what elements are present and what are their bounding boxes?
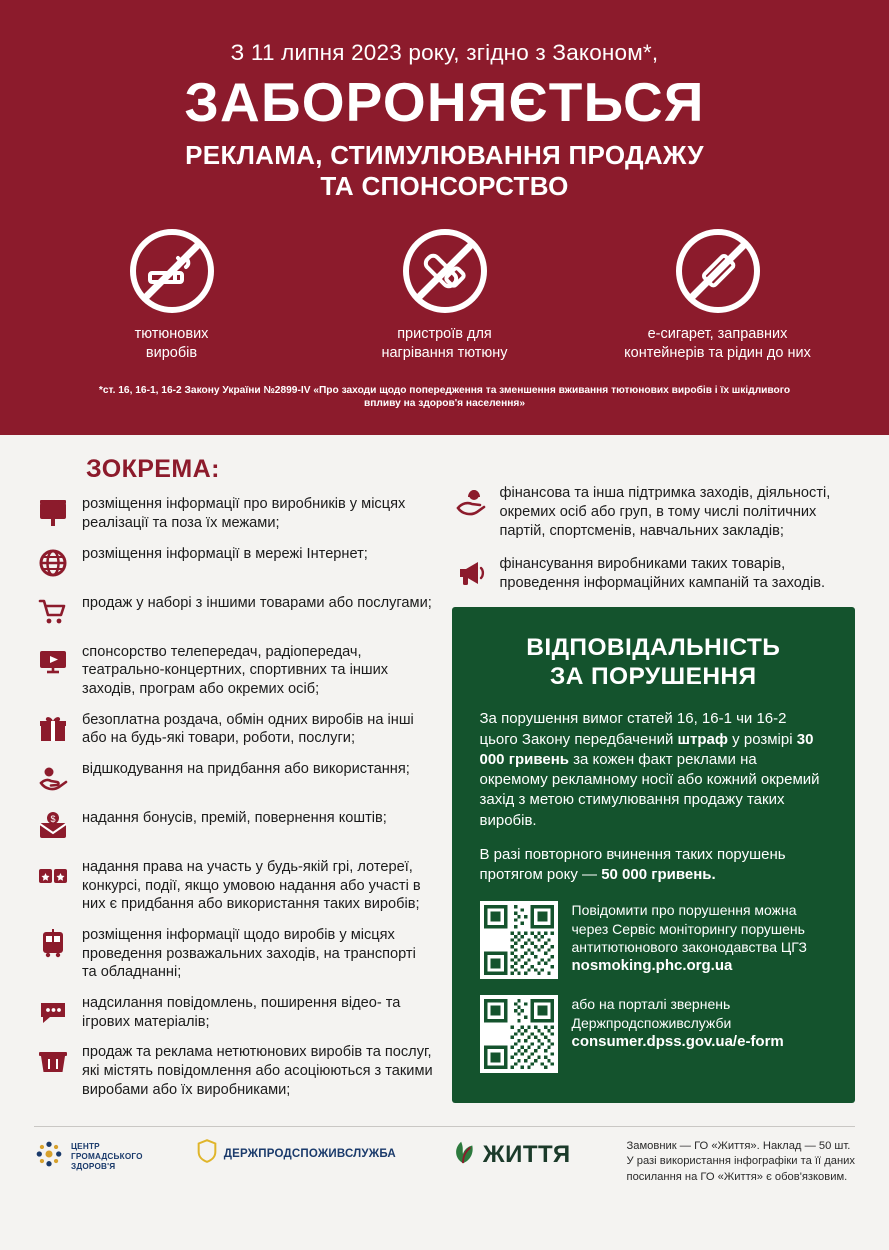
svg-text:$: $ [50, 813, 56, 824]
list-item-label: продаж та реклама нетютюнових виробів та послуг, які містять повідомлення або асоціюються з такими виробами або їх виробниками; [82, 1044, 433, 1098]
list-item-label: фінансування виробниками таких товарів, проведення інформаційних кампаній та заходів. [499, 556, 826, 591]
list-item [34, 710, 434, 748]
hero-lead-text: З 11 липня 2023 року, згідно з Законом*, [230, 40, 659, 65]
shopping-cart-icon [34, 593, 72, 631]
list-item [34, 642, 434, 699]
main-content [0, 435, 889, 1110]
tram-icon [34, 925, 72, 963]
chat-bubble-icon [34, 993, 72, 1031]
qr-block-nosmoking [480, 901, 828, 979]
no-heated-tobacco-device-icon [401, 227, 489, 315]
list-item-label: безоплатна роздача, обмін одних виробів на інші або на будь-які товари, роботи, послуги; [82, 711, 414, 747]
list-item [34, 857, 434, 914]
list-item-label: надання права на участь у будь-якій грі, лотереї, конкурсі, події, якщо умовою надання або участі в них є придбання або використання таких виробів; [82, 858, 421, 913]
megaphone-icon [452, 554, 490, 592]
list-item [34, 494, 434, 532]
fine-text-a: За порушення вимог статей 16, 16-1 чи 16-2 цього Закону передбачений [479, 710, 787, 748]
responsibility-paragraph-2 [480, 845, 828, 886]
list-item-label: надання бонусів, премій, повернення коштів; [82, 809, 387, 826]
prohibited-list-right [452, 483, 856, 592]
list-item-label: розміщення інформації про виробників у місцях реалізації та поза їх межами; [82, 496, 406, 531]
right-column [452, 449, 856, 1110]
hand-money-icon [34, 759, 72, 797]
qr-code-icon[interactable] [480, 901, 558, 979]
fine-amount-first: 30 000 гривень [479, 730, 814, 768]
page-title: ЗАБОРОНЯЄТЬСЯ [184, 71, 705, 133]
phc-line3: ЗДОРОВ'Я [71, 1161, 116, 1171]
consumer-link[interactable]: consumer.dpss.gov.ua/e-form [571, 1032, 784, 1050]
dpss-label: ДЕРЖПРОДСПОЖИВСЛУЖБА [223, 1147, 396, 1160]
billboard-icon [34, 494, 72, 532]
ban-item-ecigarettes [610, 227, 825, 361]
phc-logo-text [71, 1142, 143, 1172]
phc-line2: ГРОМАДСЬКОГО [71, 1151, 143, 1161]
fine-amount-repeat: 50 000 гривень. [601, 866, 716, 884]
logo-dpss [197, 1139, 396, 1168]
repeat-text: В разі повторного вчинення таких порушень протягом року — [479, 845, 786, 884]
leaf-icon [450, 1139, 476, 1170]
no-ecigarette-icon [674, 227, 762, 315]
responsibility-paragraph-1 [480, 709, 828, 831]
section-title: ЗОКРЕМА: [86, 455, 220, 484]
list-item [452, 554, 856, 592]
qr-caption-nosmoking [572, 901, 828, 975]
imprint [627, 1139, 855, 1184]
list-item [34, 925, 434, 982]
zhyttia-label: ЖИТТЯ [482, 1140, 571, 1168]
qr-caption-text: або на порталі звернень Держпродспоживслужби [571, 996, 732, 1031]
fine-text-c: за кожен факт реклами на окремому рекламному носії або кожний окремий захід з метою стимулювання продажу таких виробів. [479, 750, 820, 829]
list-item [34, 993, 434, 1031]
logo-zhyttia [450, 1139, 571, 1170]
list-item-label: розміщення інформації в мережі Інтернет; [82, 545, 368, 562]
list-item [452, 483, 856, 540]
phc-line1: ЦЕНТР [71, 1141, 100, 1151]
phc-logo-icon [34, 1139, 64, 1174]
shield-icon [197, 1139, 217, 1168]
qr-code-icon[interactable] [480, 995, 558, 1073]
imprint-line3: посилання на ГО «Життя» є обов'язковим. [626, 1170, 848, 1183]
responsibility-title-line2: ЗА ПОРУШЕННЯ [549, 662, 757, 690]
responsibility-box [452, 607, 856, 1104]
list-item-label: надсилання повідомлень, поширення відео- та ігрових матеріалів; [82, 994, 401, 1030]
responsibility-title [480, 633, 828, 692]
responsibility-title-line1: ВІДПОВІДАЛЬНІСТЬ [526, 633, 781, 661]
list-item-label: продаж у наборі з іншими товарами або послугами; [82, 594, 432, 611]
ban-label-ecigarettes: е-сигарет, заправних контейнерів та рідин до них [624, 326, 811, 361]
list-item [34, 759, 434, 797]
ban-label-heated-tobacco: пристроїв для нагрівання тютюну [381, 326, 508, 361]
hero-banner [0, 0, 889, 435]
hero-subhead-line2: ТА СПОНСОРСТВО [320, 170, 569, 201]
logo-phc [34, 1139, 143, 1174]
qr-caption-consumer [572, 995, 828, 1051]
money-envelope-icon [34, 808, 72, 846]
footer [34, 1126, 855, 1184]
list-item-label: спонсорство телепередач, радіопередач, театрально-концертних, спортивних та інших заходів, програм або окремих осіб; [82, 643, 389, 697]
left-column [34, 449, 434, 1110]
hand-coin-icon [452, 483, 490, 521]
list-item [34, 544, 434, 582]
prohibited-list-left [34, 494, 434, 1099]
fine-word-shtraf: штраф [677, 730, 729, 748]
list-item-label: відшкодування на придбання або використання; [82, 760, 410, 777]
gift-icon [34, 710, 72, 748]
list-item [34, 593, 434, 631]
qr-block-consumer [480, 995, 828, 1073]
lottery-tickets-icon [34, 857, 72, 895]
hero-subhead-line1: РЕКЛАМА, СТИМУЛЮВАННЯ ПРОДАЖУ [185, 140, 704, 171]
imprint-line1: Замовник — ГО «Життя». Наклад — 50 шт. [626, 1140, 851, 1153]
list-item [34, 808, 434, 846]
ban-item-cigarettes [64, 227, 279, 361]
list-item [34, 1042, 434, 1099]
no-cigarette-icon [128, 227, 216, 315]
imprint-line2: У разі використання інфографіки та її даних [626, 1155, 855, 1168]
list-item-label: фінансова та інша підтримка заходів, діяльності, окремих осіб або груп, в тому числі політичних партій, спортсменів, навчальних закладів; [499, 485, 831, 539]
ban-label-cigarettes: тютюнових виробів [134, 326, 209, 361]
ban-item-heated-tobacco [337, 227, 552, 361]
nosmoking-link[interactable]: nosmoking.phc.org.ua [571, 956, 733, 974]
qr-caption-text: Повідомити про порушення можна через Сервіс моніторингу порушень антитютюнового законодавства ЦГЗ [571, 902, 807, 955]
shopping-basket-icon [34, 1042, 72, 1080]
list-item-label: розміщення інформації щодо виробів у місцях проведення розважальних заходів, на транспорті та обладнанні; [82, 926, 416, 981]
fine-text-b: у розмірі [728, 730, 797, 748]
globe-icon [34, 544, 72, 582]
ban-icons-row [44, 227, 845, 361]
hero-footnote: *ст. 16, 16-1, 16-2 Закону України №2899-IV «Про заходи щодо попередження та зменшення вживання тютюнових виробів і їх шкідливого впливу на здоров'я населення» [98, 384, 791, 410]
tv-play-icon [34, 642, 72, 680]
